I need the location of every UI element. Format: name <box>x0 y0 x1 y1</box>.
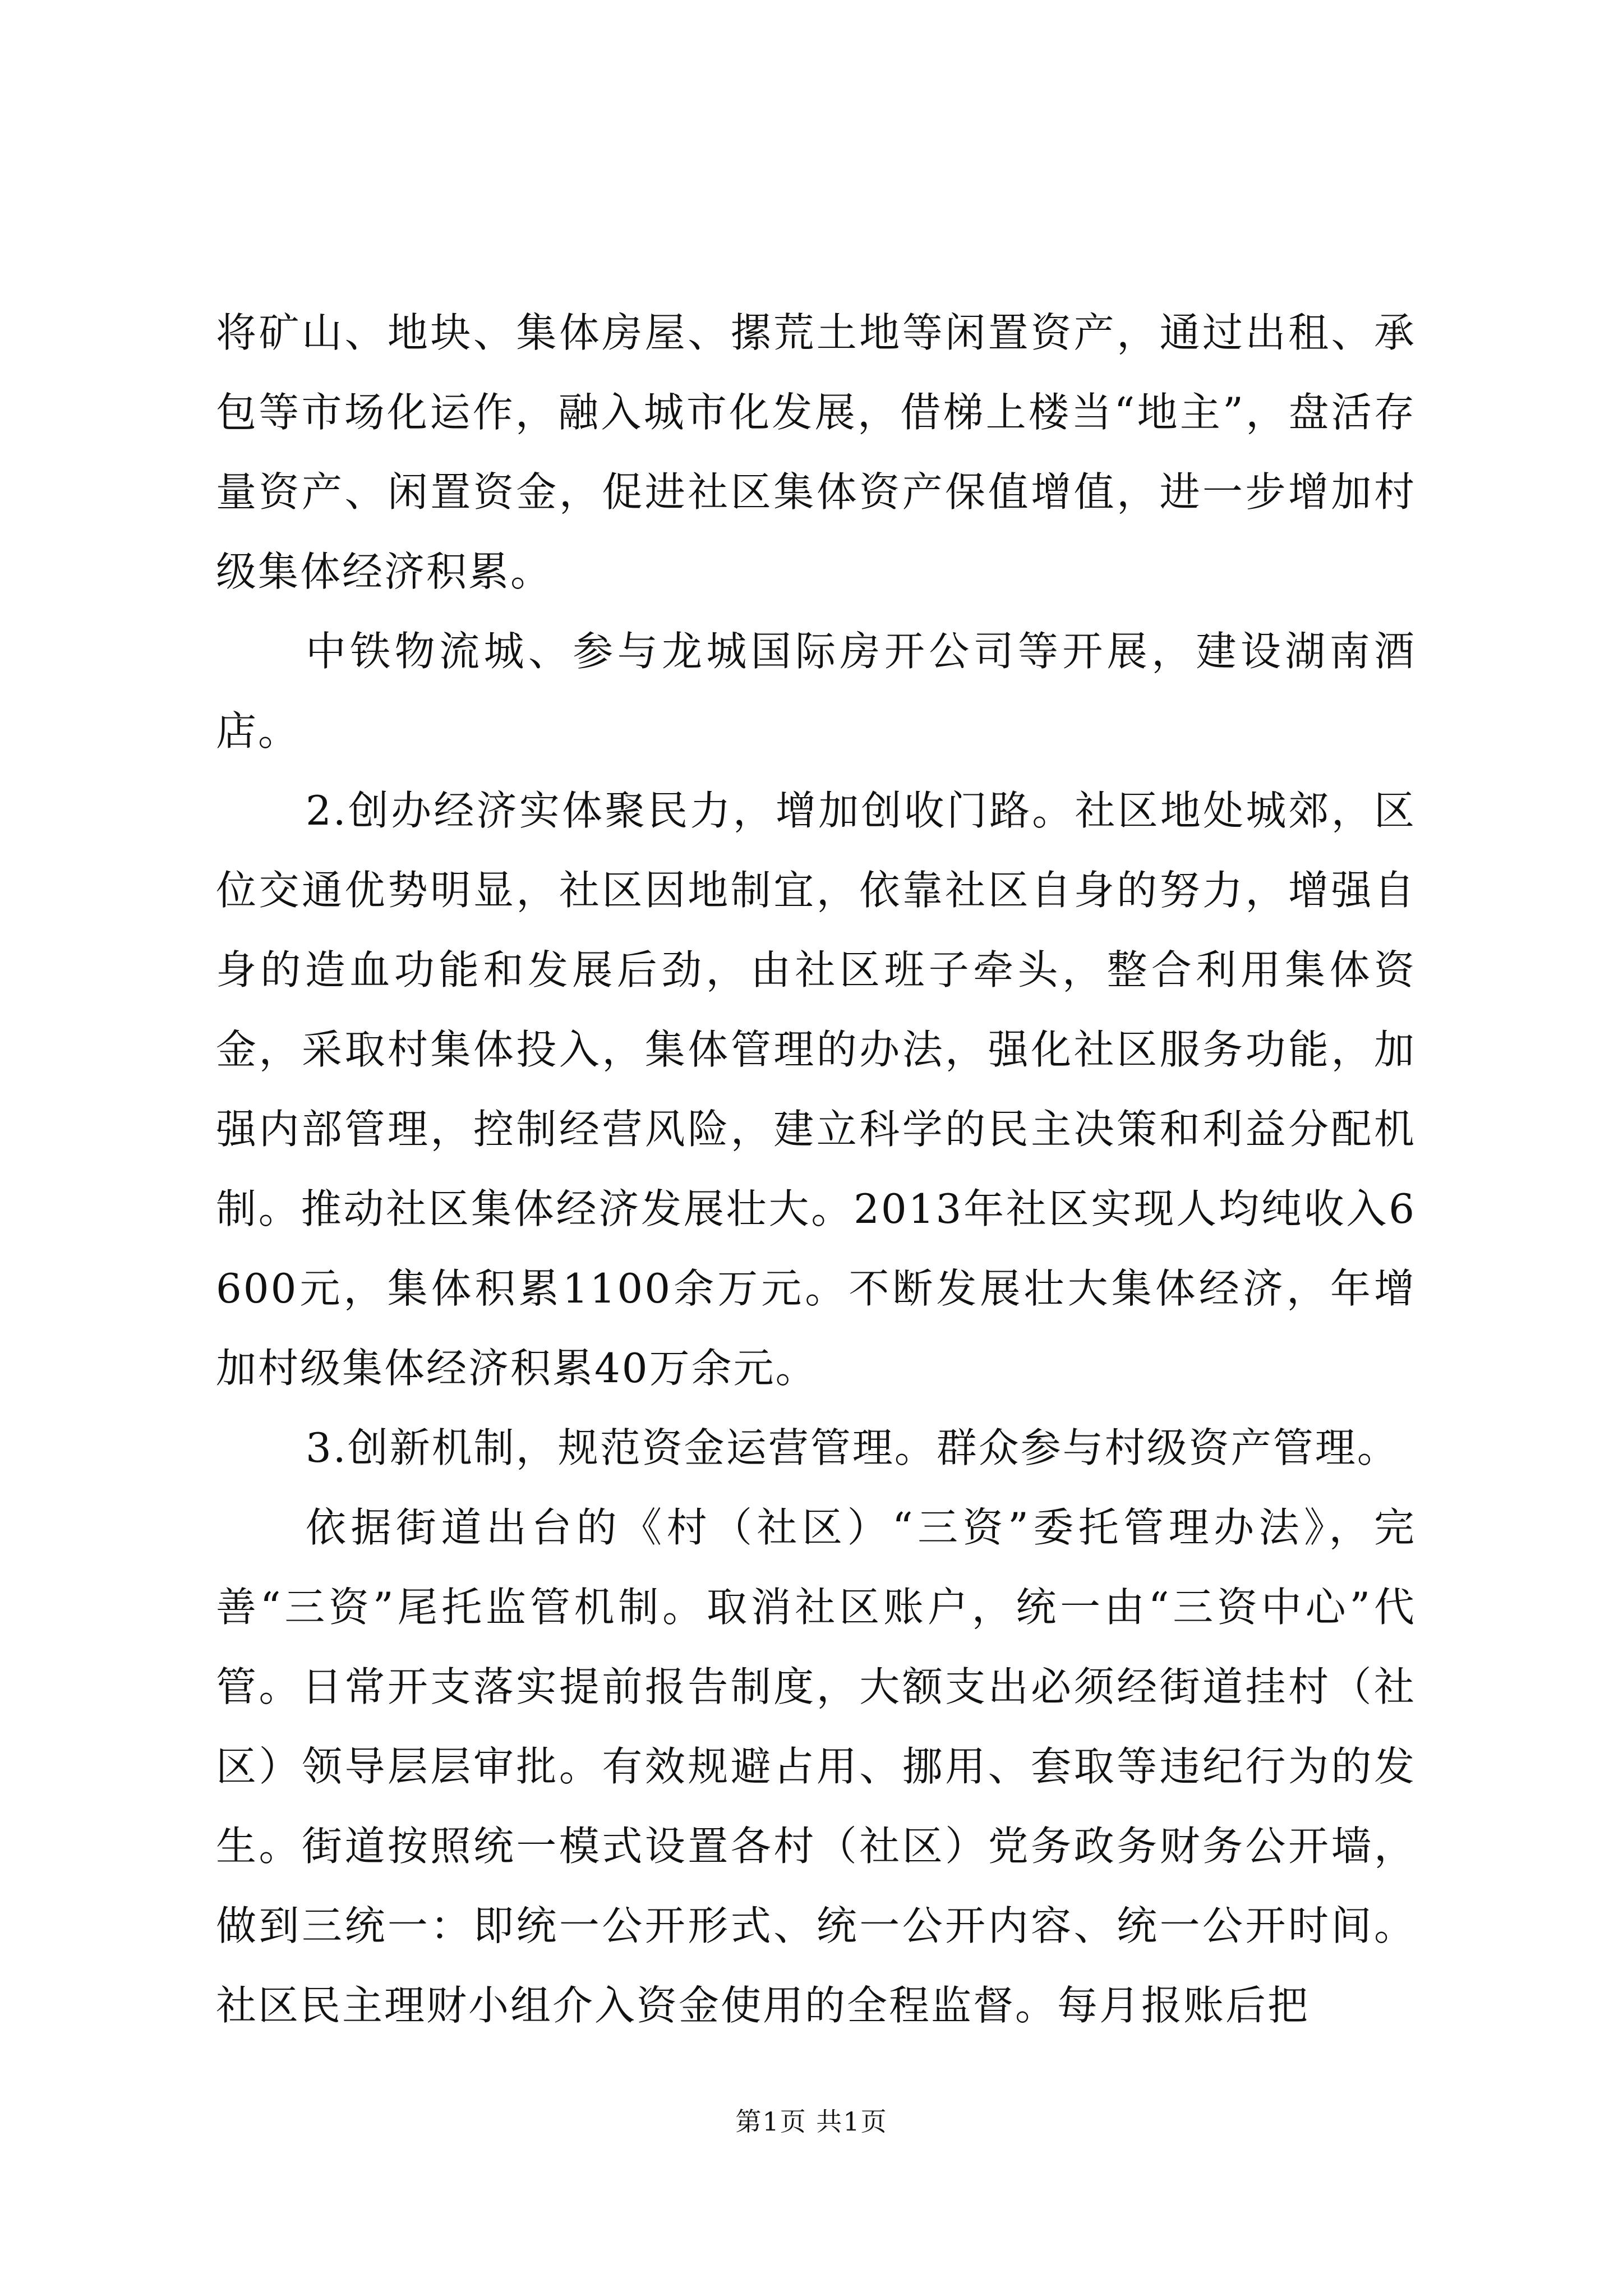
body-text <box>216 293 1416 2045</box>
paragraph: 2.创办经济实体聚民力，增加创收门路。社区地处城郊，区位交通优势明显，社区因地制宜，依靠社区自身的努力，增强自身的造血功能和发展后劲，由社区班子牵头，整合利用集体资金，采取村集体投入，集体管理的办法，强化社区服务功能，加强内部管理，控制经营风险，建立科学的民主决策和利益分配机制。推动社区集体经济发展壮大。2013年社区实现人均纯收入6600元，集体积累1100余万元。不断发展壮大集体经济，年增加村级集体经济积累40万余元。 <box>216 787 1416 1392</box>
paragraph: 依据街道出台的《村（社区）“三资”委托管理办法》，完善“三资”尾托监管机制。取消社区账户，统一由“三资中心”代管。日常开支落实提前报告制度，大额支出必须经街道挂村（社区）领导层层审批。有效规避占用、挪用、套取等违纪行为的发生。街道按照统一模式设置各村（社区）党务政务财务公开墙，做到三统一：即统一公开形式、统一公开内容、统一公开时间。社区民主理财小组介入资金使用的全程监督。每月报账后把 <box>216 1504 1416 2029</box>
paragraph: 中铁物流城、参与龙城国际房开公司等开展，建设湖南酒店。 <box>216 628 1416 754</box>
paragraph: 3.创新机制，规范资金运营管理。群众参与村级资产管理。 <box>306 1424 1399 1471</box>
page-footer: 第1页 共1页 <box>735 2106 888 2137</box>
paragraph: 将矿山、地块、集体房屋、摞荒土地等闲置资产，通过出租、承包等市场化运作，融入城市化发展，借梯上楼当“地主”，盘活存量资产、闲置资金，促进社区集体资产保值增值，进一步增加村级集体经济积累。 <box>216 309 1416 595</box>
